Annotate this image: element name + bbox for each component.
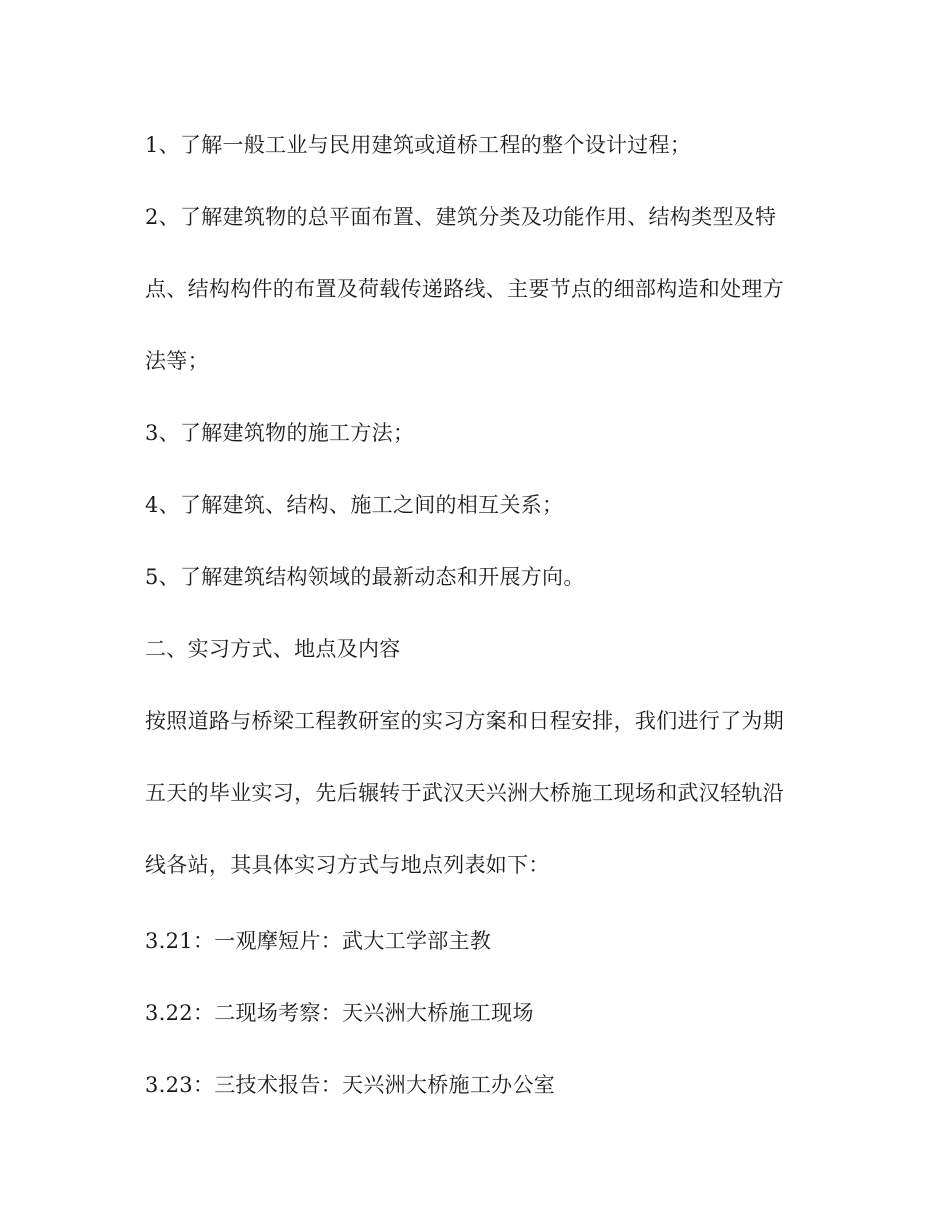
item-5-line: 5、了解建筑结构领域的最新动态和开展方向。: [145, 565, 585, 589]
paragraph-line-1: 按照道路与桥梁工程教研室的实习方案和日程安排，我们进行了为期: [145, 709, 784, 733]
item-4-line: 4、了解建筑、结构、施工之间的相互关系；: [145, 493, 564, 517]
schedule-entry-1: 3.21：一观摩短片：武大工学部主教: [145, 929, 492, 953]
paragraph-line-2: 五天的毕业实习，先后辗转于武汉天兴洲大桥施工现场和武汉轻轨沿: [145, 781, 784, 805]
schedule-entry-2: 3.22：二现场考察：天兴洲大桥施工现场: [145, 1001, 534, 1025]
item-1-line: 1、了解一般工业与民用建筑或道桥工程的整个设计过程；: [145, 133, 692, 157]
item-3-line: 3、了解建筑物的施工方法；: [145, 421, 415, 445]
paragraph-line-3: 线各站，其具体实习方式与地点列表如下：: [145, 853, 550, 877]
item-2-line-3: 法等；: [145, 349, 209, 373]
item-2-line-2: 点、结构构件的布置及荷载传递路线、主要节点的细部构造和处理方: [145, 277, 784, 301]
schedule-entry-3: 3.23：三技术报告：天兴洲大桥施工办公室: [145, 1073, 556, 1097]
section-heading: 二、实习方式、地点及内容: [145, 637, 401, 661]
item-2-line-1: 2、了解建筑物的总平面布置、建筑分类及功能作用、结构类型及特: [145, 205, 777, 229]
